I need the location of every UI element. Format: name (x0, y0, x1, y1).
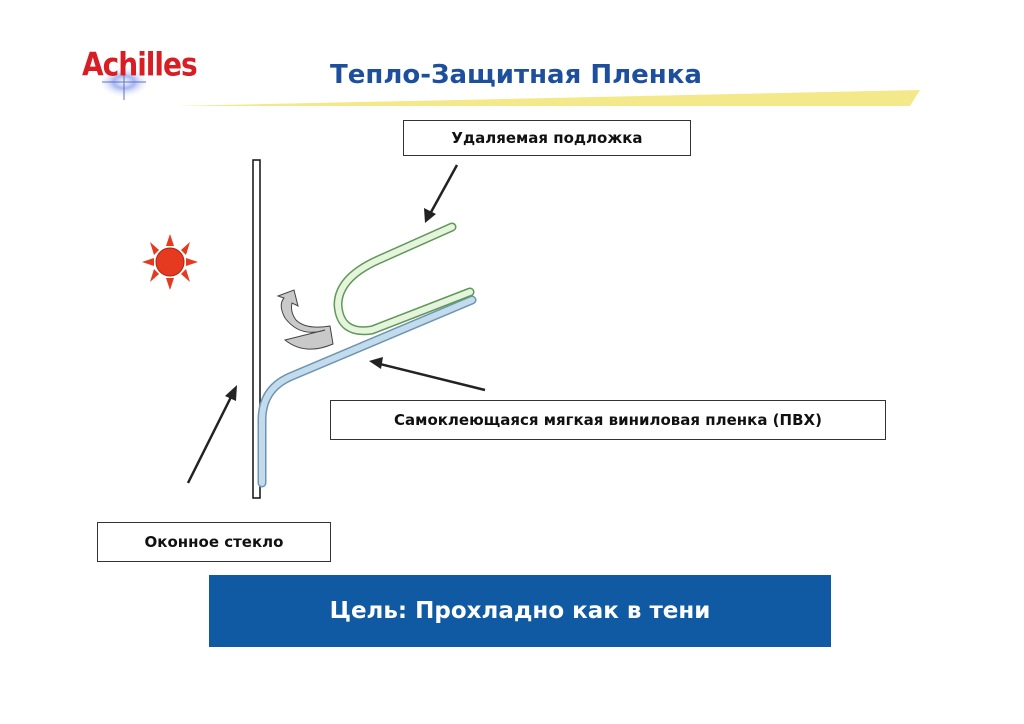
curved-arrow-icon (278, 290, 333, 349)
arrow-to-vinyl (369, 357, 485, 390)
label-window-glass: Оконное стекло (97, 522, 331, 562)
achilles-logo: Achilles (82, 45, 197, 84)
arrow-to-liner (424, 165, 457, 223)
label-vinyl-film: Самоклеющаяся мягкая виниловая пленка (ПВХ) (330, 400, 886, 440)
goal-banner: Цель: Прохладно как в тени (209, 575, 831, 647)
page-title: Тепло-Защитная Пленка (330, 60, 702, 90)
arrow-to-glass (188, 385, 237, 483)
sun-icon (142, 234, 198, 290)
label-removable-liner: Удаляемая подложка (403, 120, 691, 156)
